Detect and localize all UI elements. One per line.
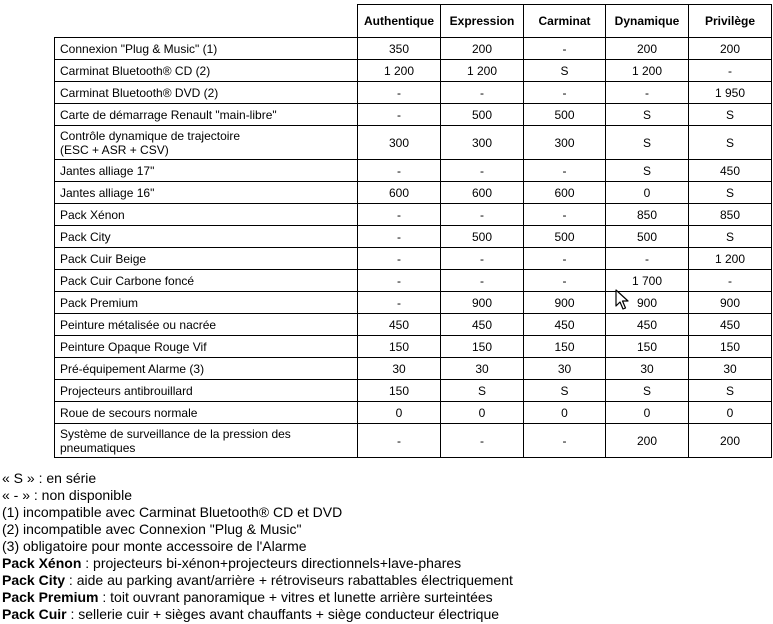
price-cell: 200 — [689, 424, 772, 458]
price-cell: S — [689, 104, 772, 126]
price-cell: 300 — [441, 126, 524, 160]
legend-text: (1) incompatible avec Carminat Bluetooth® CD et DVD — [2, 504, 343, 520]
price-cell: - — [441, 248, 524, 270]
price-cell: - — [358, 160, 441, 182]
price-cell: S — [606, 126, 689, 160]
price-cell: - — [358, 270, 441, 292]
table-row — [55, 226, 772, 248]
price-cell: - — [441, 82, 524, 104]
price-cell: 0 — [441, 402, 524, 424]
legend-line — [2, 504, 513, 521]
option-label: Pack Cuir Beige — [55, 248, 358, 270]
price-cell: 300 — [524, 126, 606, 160]
price-cell: 200 — [689, 38, 772, 60]
price-cell: S — [524, 380, 606, 402]
price-cell: S — [689, 182, 772, 204]
price-cell: 30 — [524, 358, 606, 380]
price-cell: - — [524, 204, 606, 226]
legend-term: Pack Xénon — [2, 555, 82, 571]
price-cell: 350 — [358, 38, 441, 60]
option-label: Pack City — [55, 226, 358, 248]
option-label: Pré-équipement Alarme (3) — [55, 358, 358, 380]
table-row — [55, 314, 772, 336]
price-cell: 0 — [524, 402, 606, 424]
table-row — [55, 248, 772, 270]
legend-term: Pack Cuir — [2, 606, 67, 622]
price-cell: 1 950 — [689, 82, 772, 104]
price-cell: S — [689, 380, 772, 402]
table-header-row — [55, 5, 772, 38]
price-cell: - — [441, 424, 524, 458]
legend-line — [2, 487, 513, 504]
header-blank-cell — [55, 5, 358, 38]
price-cell: 450 — [606, 314, 689, 336]
option-label: Contrôle dynamique de trajectoire (ESC + ASR + CSV) — [55, 126, 358, 160]
price-cell: - — [689, 60, 772, 82]
legend-line — [2, 589, 513, 606]
price-cell: 600 — [358, 182, 441, 204]
price-cell: 200 — [441, 38, 524, 60]
column-header: Carminat — [524, 5, 606, 38]
option-label: Carminat Bluetooth® DVD (2) — [55, 82, 358, 104]
option-label: Connexion "Plug & Music" (1) — [55, 38, 358, 60]
price-cell: 500 — [606, 226, 689, 248]
price-cell: 500 — [524, 104, 606, 126]
price-cell: - — [358, 292, 441, 314]
table-row — [55, 424, 772, 458]
legend-text: : projecteurs bi-xénon+projecteurs directionnels+lave-phares — [81, 555, 462, 571]
table-row — [55, 402, 772, 424]
price-cell: 450 — [358, 314, 441, 336]
table-row — [55, 126, 772, 160]
price-cell: S — [689, 126, 772, 160]
legend-text: (3) obligatoire pour monte accessoire de l'Alarme — [2, 538, 307, 554]
price-cell: - — [606, 248, 689, 270]
table-row — [55, 204, 772, 226]
price-cell: 150 — [689, 336, 772, 358]
mouse-pointer-icon — [615, 289, 629, 311]
price-cell: - — [358, 424, 441, 458]
legend-line — [2, 606, 513, 623]
price-cell: S — [606, 380, 689, 402]
table-row — [55, 60, 772, 82]
price-cell: 450 — [689, 314, 772, 336]
option-label: Carminat Bluetooth® CD (2) — [55, 60, 358, 82]
price-cell: 900 — [441, 292, 524, 314]
price-cell: 1 200 — [689, 248, 772, 270]
legend-text: « - » : non disponible — [2, 487, 132, 503]
price-cell: 900 — [606, 292, 689, 314]
table-row — [55, 38, 772, 60]
price-cell: 450 — [689, 160, 772, 182]
price-cell: 1 200 — [441, 60, 524, 82]
legend-notes — [2, 470, 513, 623]
price-cell: 0 — [358, 402, 441, 424]
price-cell: 850 — [606, 204, 689, 226]
price-cell: 200 — [606, 38, 689, 60]
price-cell: - — [524, 270, 606, 292]
legend-line — [2, 470, 513, 487]
price-cell: S — [606, 160, 689, 182]
price-cell: - — [441, 270, 524, 292]
price-cell: 30 — [358, 358, 441, 380]
price-cell: - — [524, 248, 606, 270]
price-cell: 150 — [524, 336, 606, 358]
price-cell: 500 — [524, 226, 606, 248]
legend-line — [2, 555, 513, 572]
table-row — [55, 104, 772, 126]
legend-line — [2, 521, 513, 538]
legend-text: (2) incompatible avec Connexion "Plug & Music" — [2, 521, 302, 537]
price-cell: - — [358, 226, 441, 248]
price-cell: 450 — [441, 314, 524, 336]
price-cell: - — [358, 204, 441, 226]
price-cell: 600 — [441, 182, 524, 204]
price-cell: S — [441, 380, 524, 402]
price-cell: 30 — [689, 358, 772, 380]
legend-text: : aide au parking avant/arrière + rétroviseurs rabattables électriquement — [65, 572, 513, 588]
option-label: Peinture Opaque Rouge Vif — [55, 336, 358, 358]
options-price-table — [54, 4, 772, 458]
table-row — [55, 182, 772, 204]
price-cell: S — [689, 226, 772, 248]
table-row — [55, 336, 772, 358]
price-cell: 300 — [358, 126, 441, 160]
option-label: Pack Xénon — [55, 204, 358, 226]
price-cell: 900 — [689, 292, 772, 314]
price-cell: - — [358, 248, 441, 270]
legend-line — [2, 572, 513, 589]
price-cell: 850 — [689, 204, 772, 226]
column-header: Privilège — [689, 5, 772, 38]
price-cell: 450 — [524, 314, 606, 336]
table-row — [55, 292, 772, 314]
price-cell: 30 — [441, 358, 524, 380]
table-row — [55, 160, 772, 182]
price-cell: - — [441, 204, 524, 226]
price-cell: 200 — [606, 424, 689, 458]
price-cell: S — [606, 104, 689, 126]
price-cell: 0 — [689, 402, 772, 424]
option-label: Jantes alliage 17" — [55, 160, 358, 182]
legend-line — [2, 538, 513, 555]
option-label: Projecteurs antibrouillard — [55, 380, 358, 402]
price-cell: 1 200 — [358, 60, 441, 82]
option-label: Peinture métalisée ou nacrée — [55, 314, 358, 336]
price-cell: 30 — [606, 358, 689, 380]
price-cell: 150 — [358, 380, 441, 402]
price-cell: 150 — [441, 336, 524, 358]
table-body — [55, 38, 772, 458]
price-cell: 150 — [606, 336, 689, 358]
option-label: Carte de démarrage Renault "main-libre" — [55, 104, 358, 126]
legend-text: : toit ouvrant panoramique + vitres et lunette arrière surteintées — [98, 589, 493, 605]
table-row — [55, 380, 772, 402]
price-cell: 500 — [441, 104, 524, 126]
price-cell: 0 — [606, 182, 689, 204]
price-cell: - — [606, 82, 689, 104]
option-label: Système de surveillance de la pression des pneumatiques — [55, 424, 358, 458]
legend-text: « S » : en série — [2, 470, 97, 486]
table-row — [55, 82, 772, 104]
option-label: Roue de secours normale — [55, 402, 358, 424]
legend-term: Pack City — [2, 572, 66, 588]
legend-text: : sellerie cuir + sièges avant chauffants + siège conducteur électrique — [66, 606, 500, 622]
option-label: Pack Premium — [55, 292, 358, 314]
column-header: Expression — [441, 5, 524, 38]
option-label: Jantes alliage 16" — [55, 182, 358, 204]
price-cell: - — [524, 38, 606, 60]
table-row — [55, 358, 772, 380]
option-label: Pack Cuir Carbone foncé — [55, 270, 358, 292]
price-cell: 150 — [358, 336, 441, 358]
price-cell: - — [524, 160, 606, 182]
price-cell: 500 — [441, 226, 524, 248]
legend-term: Pack Premium — [2, 589, 99, 605]
price-cell: - — [441, 160, 524, 182]
column-header: Dynamique — [606, 5, 689, 38]
price-cell: - — [358, 104, 441, 126]
price-cell: - — [524, 424, 606, 458]
price-cell: - — [689, 270, 772, 292]
price-cell: - — [524, 82, 606, 104]
table-row — [55, 270, 772, 292]
price-cell: 1 200 — [606, 60, 689, 82]
price-cell: 600 — [524, 182, 606, 204]
column-header: Authentique — [358, 5, 441, 38]
price-cell: 1 700 — [606, 270, 689, 292]
price-cell: 0 — [606, 402, 689, 424]
price-cell: - — [358, 82, 441, 104]
price-cell: S — [524, 60, 606, 82]
price-cell: 900 — [524, 292, 606, 314]
